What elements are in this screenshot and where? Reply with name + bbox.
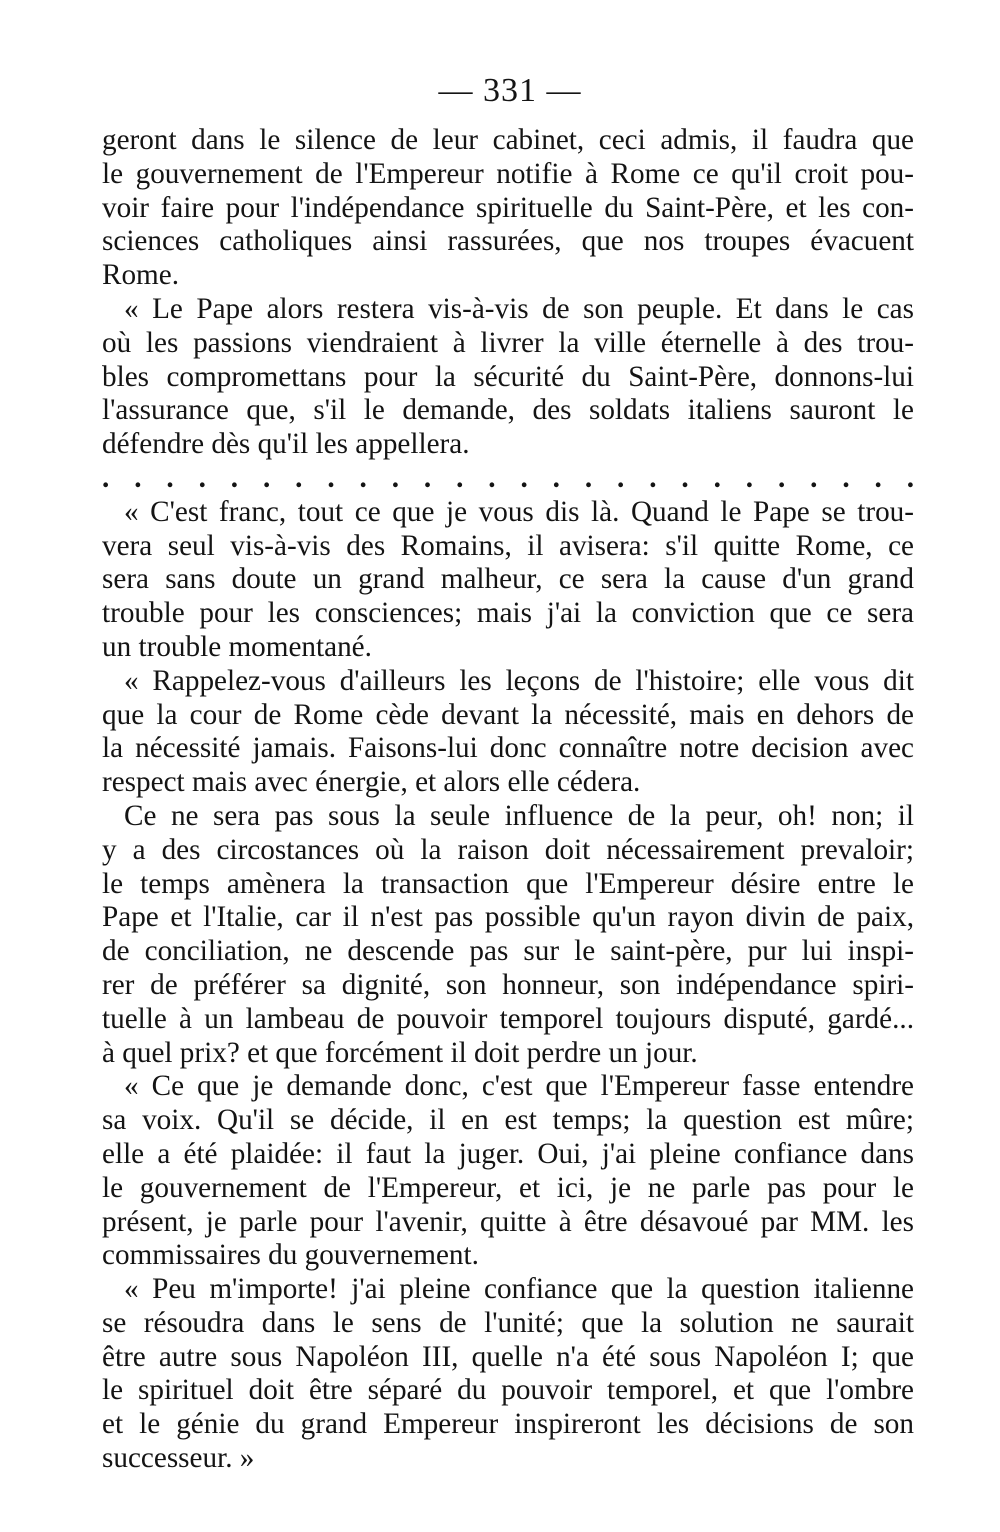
text-line: tuelle à un lambeau de pouvoir temporel toujours disputé, gardé...: [102, 1002, 914, 1035]
text-line: y a des circostances où la raison doit nécessairement prevaloir;: [102, 833, 914, 866]
text-line: vera seul vis-à-vis des Romains, il avisera: s'il quitte Rome, ce: [102, 529, 914, 562]
text-line: de conciliation, ne descende pas sur le saint-père, pur lui inspi-: [102, 935, 914, 968]
text-line: Ce ne sera pas sous la seule influence de la peur, oh! non; il: [124, 799, 914, 832]
text-line: le spirituel doit être séparé du pouvoir temporel, et que l'ombre: [102, 1374, 914, 1407]
text-line: le temps amènera la transaction que l'Empereur désire entre le: [102, 867, 914, 900]
paragraph: [102, 1070, 914, 1273]
text-line: geront dans le silence de leur cabinet, ceci admis, il faudra que: [102, 124, 914, 156]
page-number: — 331 —: [438, 72, 582, 109]
text-line: sciences catholiques ainsi rassurées, que nos troupes évacuent: [102, 225, 914, 258]
text-line: que la cour de Rome cède devant la nécessité, mais en dehors de: [102, 698, 914, 731]
text-line: Rome.: [102, 259, 180, 292]
text-line: l'assurance que, s'il le demande, des soldats italiens sauront le: [102, 394, 914, 427]
text-line: la nécessité jamais. Faisons-lui donc connaître notre decision avec: [102, 732, 914, 765]
paragraph: [102, 293, 914, 462]
text-line: successeur. »: [102, 1442, 255, 1475]
text-line: commissaires du gouvernement.: [102, 1239, 479, 1272]
paragraph: [102, 124, 914, 293]
body-text: [102, 124, 914, 1476]
text-line: « C'est franc, tout ce que je vous dis là. Quand le Pape se trou-: [124, 495, 914, 528]
text-line: le gouvernement de l'Empereur, et ici, je ne parle pas pour le: [102, 1171, 914, 1204]
text-line: un trouble momentané.: [102, 630, 372, 663]
paragraph: [102, 800, 914, 1070]
text-line: à quel prix? et que forcément il doit perdre un jour.: [102, 1036, 698, 1069]
text-line: rer de préférer sa dignité, son honneur, son indépendance spiri-: [102, 968, 914, 1001]
paragraph: [102, 665, 914, 800]
text-line: sera sans doute un grand malheur, ce sera la cause d'un grand: [102, 563, 914, 596]
text-line: elle a été plaidée: il faut la juger. Oui, j'ai pleine confiance dans: [102, 1137, 914, 1170]
text-line: « Le Pape alors restera vis-à-vis de son peuple. Et dans le cas: [124, 292, 914, 325]
text-line: défendre dès qu'il les appellera.: [102, 428, 470, 461]
text-line: « Peu m'importe! j'ai pleine confiance que la question italienne: [124, 1273, 914, 1306]
text-line: bles compromettans pour la sécurité du Saint-Père, donnons-lui: [102, 360, 914, 393]
text-line: le gouvernement de l'Empereur notifie à Rome ce qu'il croit pou-: [102, 157, 914, 190]
text-line: et le génie du grand Empereur inspireront les décisions de son: [102, 1408, 914, 1441]
text-line: Pape et l'Italie, car il n'est pas possible qu'un rayon divin de paix,: [102, 901, 914, 934]
text-line: sa voix. Qu'il se décide, il en est temps; la question est mûre;: [102, 1104, 914, 1137]
text-line: respect mais avec énergie, et alors elle cédera.: [102, 766, 641, 799]
text-line: « Ce que je demande donc, c'est que l'Empereur fasse entendre: [124, 1070, 914, 1103]
text-line: être autre sous Napoléon III, quelle n'a été sous Napoléon I; que: [102, 1340, 914, 1373]
ellipsis-separator: . . . . . . . . . . . . . . . . . . . . . . . . . .: [102, 461, 914, 494]
paragraph: [102, 1273, 914, 1476]
text-line: voir faire pour l'indépendance spirituelle du Saint-Père, et les con-: [102, 191, 914, 224]
text-line: présent, je parle pour l'avenir, quitte à être désavoué par MM. les: [102, 1205, 914, 1238]
text-line: se résoudra dans le sens de l'unité; que la solution ne saurait: [102, 1306, 914, 1339]
text-line: « Rappelez-vous d'ailleurs les leçons de l'histoire; elle vous dit: [124, 664, 914, 697]
paragraph: [102, 496, 914, 665]
text-line: où les passions viendraient à livrer la ville éternelle à des trou-: [102, 326, 914, 359]
text-line: trouble pour les consciences; mais j'ai la conviction que ce sera: [102, 597, 914, 630]
